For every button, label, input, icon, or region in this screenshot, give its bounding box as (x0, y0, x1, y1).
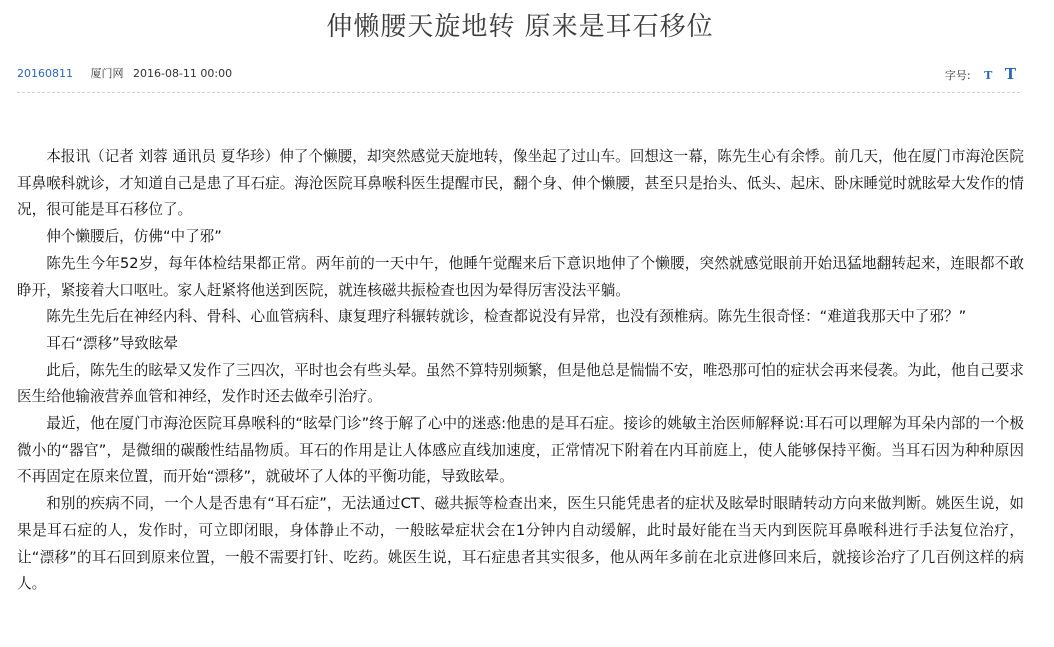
article-body (17, 144, 1024, 598)
font-size-label: 字号: (944, 69, 971, 82)
article-source: 厦门网 (90, 67, 124, 80)
article-paragraph: 本报讯（记者 刘蓉 通讯员 夏华珍）伸了个懒腰，却突然感觉天旋地转，像坐起了过山车。回想这一幕，陈先生心有余悸。前几天，他在厦门市海沧医院耳鼻喉科就诊，才知道自己是患了耳石症。海沧医院耳鼻喉科医生提醒市民，翻个身、伸个懒腰，甚至只是抬头、低头、起床、卧床睡觉时就眩晕大发作的情况，很可能是耳石移位了。 (17, 148, 1024, 219)
article-meta-bar (17, 66, 1020, 86)
date-link[interactable]: 20160811 (17, 67, 73, 80)
article-paragraph: 和别的疾病不同，一个人是否患有“耳石症”，无法通过CT、磁共振等检查出来，医生只能凭患者的症状及眩晕时眼睛转动方向来做判断。姚医生说，如果是耳石症的人，发作时，可立即闭眼，身体静止不动，一般眩晕症状会在1分钟内自动缓解，此时最好能在当天内到医院耳鼻喉科进行手法复位治疗，让“漂移”的耳石回到原来位置，一般不需要打针、吃药。姚医生说，耳石症患者其实很多，他从两年多前在北京进修回来后，就接诊治疗了几百例这样的病人。 (17, 495, 1024, 593)
article-paragraph: 最近，他在厦门市海沧医院耳鼻喉科的“眩晕门诊”终于解了心中的迷惑:他患的是耳石症。接诊的姚敏主治医师解释说:耳石可以理解为耳朵内部的一个极微小的“器官”，是微细的碳酸性结晶物质。耳石的作用是让人体感应直线加速度，正常情况下附着在内耳前庭上，使人能够保持平衡。当耳石因为种种原因不再固定在原来位置，而开始“漂移”，就破坏了人体的平衡功能，导致眩晕。 (17, 415, 1024, 486)
article-title: 伸懒腰天旋地转 原来是耳石移位 (326, 12, 714, 42)
font-small-button[interactable]: T (984, 69, 993, 82)
section-subheading: 耳石“漂移”导致眩晕 (46, 334, 179, 352)
article-paragraph: 陈先生先后在神经内科、骨科、心血管病科、康复理疗科辗转就诊，检查都说没有异常，也没有颈椎病。陈先生很奇怪：“难道我那天中了邪？” (46, 308, 967, 326)
meta-divider (17, 92, 1020, 93)
publish-datetime: 2016-08-11 00:00 (133, 67, 233, 80)
article-paragraph: 此后，陈先生的眩晕又发作了三四次，平时也会有些头晕。虽然不算特别频繁，但是他总是惴惴不安，唯恐那可怕的症状会再来侵袭。为此，他自己要求医生给他输液营养血管和神经，发作时还去做牵引治疗。 (17, 361, 1024, 406)
font-large-button[interactable]: T (1004, 65, 1016, 83)
article-paragraph: 陈先生今年52岁，每年体检结果都正常。两年前的一天中午，他睡午觉醒来后下意识地伸了个懒腰，突然就感觉眼前开始迅猛地翻转起来，连眼都不敢睁开，紧接着大口呕吐。家人赶紧将他送到医院，就连核磁共振检查也因为晕得厉害没法平躺。 (17, 254, 1024, 299)
font-size-control (945, 66, 1016, 84)
section-subheading: 伸个懒腰后，仿佛“中了邪” (46, 228, 222, 246)
